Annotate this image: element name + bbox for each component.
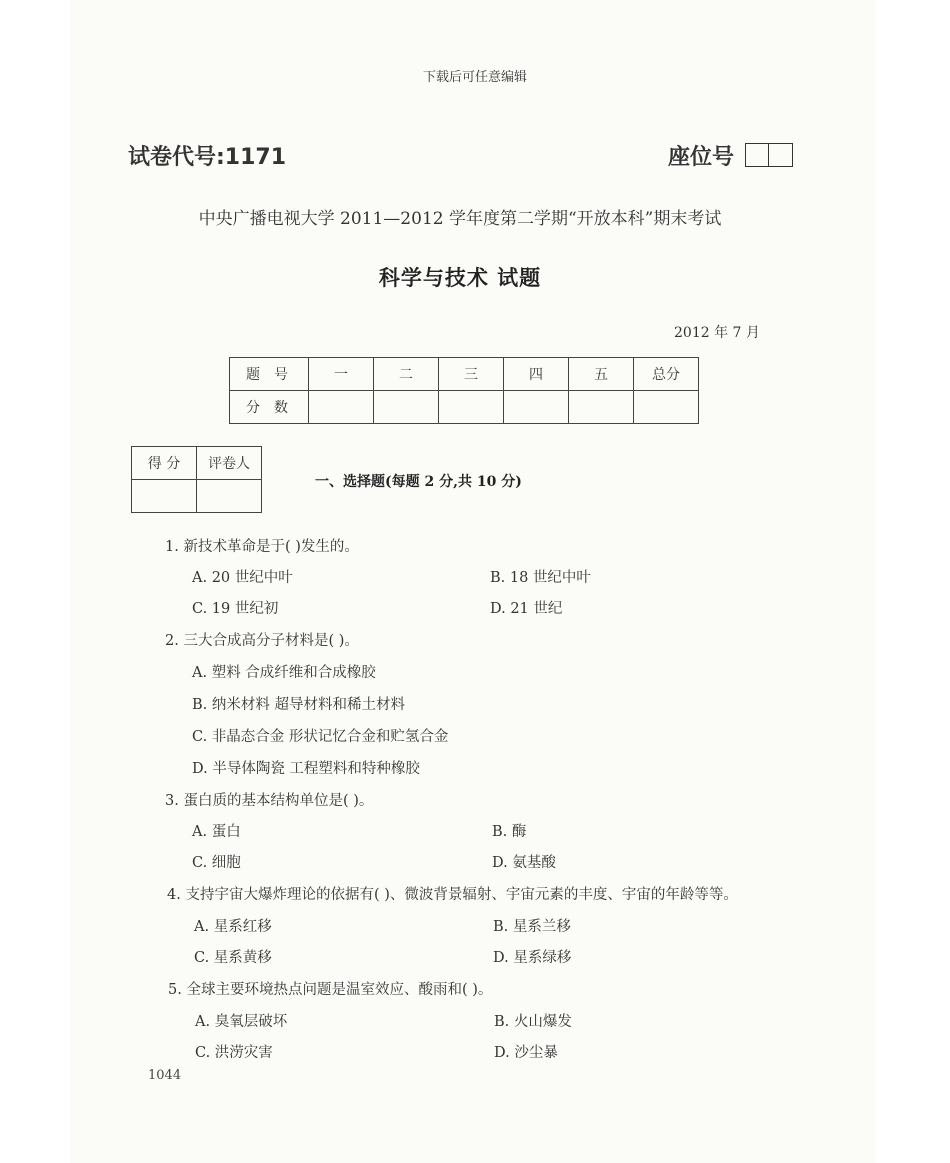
- question-option: B. 火山爆发: [494, 1014, 572, 1030]
- question-stem: 1. 新技术革命是于( )发生的。: [165, 539, 359, 555]
- question-option: C. 星系黄移: [194, 950, 272, 966]
- score-cell: 一: [309, 358, 374, 391]
- question-option: D. 半导体陶瓷 工程塑料和特种橡胶: [192, 761, 420, 777]
- score-cell: 题号: [230, 358, 309, 391]
- question-option: D. 星系绿移: [493, 950, 572, 966]
- question-stem: 5. 全球主要环境热点问题是温室效应、酸雨和( )。: [168, 982, 493, 998]
- question-option: D. 21 世纪: [490, 601, 563, 617]
- score-cell: [309, 391, 374, 424]
- grader-name-label: 评卷人: [197, 447, 262, 480]
- grader-table: [131, 446, 262, 513]
- question-option: A. 臭氧层破坏: [195, 1014, 288, 1030]
- paper-code: 试卷代号:1171: [128, 145, 287, 170]
- score-table: [229, 357, 699, 424]
- seat-number-box: [745, 143, 793, 167]
- score-cell: 二: [374, 358, 439, 391]
- question-option: C. 细胞: [192, 855, 241, 871]
- question-option: C. 洪涝灾害: [195, 1045, 273, 1061]
- score-cell: 分数: [230, 391, 309, 424]
- score-cell: [374, 391, 439, 424]
- grader-score-label: 得 分: [132, 447, 197, 480]
- score-cell: 三: [439, 358, 504, 391]
- exam-title: 中央广播电视大学 2011—2012 学年度第二学期“开放本科”期末考试: [198, 209, 722, 229]
- question-stem: 3. 蛋白质的基本结构单位是( )。: [165, 793, 374, 809]
- question-option: C. 19 世纪初: [192, 601, 279, 617]
- question-option: B. 酶: [492, 824, 527, 840]
- seat-label: 座位号: [668, 145, 735, 170]
- score-cell: 总分: [634, 358, 699, 391]
- score-cell: [504, 391, 569, 424]
- score-cell: 四: [504, 358, 569, 391]
- page-number: 1044: [148, 1068, 182, 1083]
- score-cell: 五: [569, 358, 634, 391]
- question-option: B. 星系兰移: [493, 919, 571, 935]
- question-option: B. 18 世纪中叶: [490, 570, 591, 586]
- score-table-value-row: [230, 391, 699, 424]
- score-cell: [439, 391, 504, 424]
- score-table-header-row: [230, 358, 699, 391]
- grader-name-cell: [197, 480, 262, 513]
- subject-title: 科学与技术 试题: [378, 266, 542, 290]
- question-option: A. 星系红移: [194, 919, 272, 935]
- score-cell: [569, 391, 634, 424]
- question-option: A. 蛋白: [192, 824, 241, 840]
- exam-date: 2012 年 7 月: [674, 325, 760, 341]
- question-option: C. 非晶态合金 形状记忆合金和贮氢合金: [192, 729, 449, 745]
- question-stem: 4. 支持宇宙大爆炸理论的依据有( )、微波背景辐射、宇宙元素的丰度、宇宙的年龄等等。: [167, 887, 738, 903]
- section-title: 一、选择题(每题 2 分,共 10 分): [315, 474, 522, 490]
- question-stem: 2. 三大合成高分子材料是( )。: [165, 633, 359, 649]
- question-option: D. 氨基酸: [492, 855, 556, 871]
- question-option: D. 沙尘暴: [494, 1045, 558, 1061]
- download-note: 下载后可任意编辑: [422, 70, 527, 85]
- question-option: A. 塑料 合成纤维和合成橡胶: [192, 665, 376, 681]
- score-cell: [634, 391, 699, 424]
- question-option: A. 20 世纪中叶: [192, 570, 293, 586]
- question-option: B. 纳米材料 超导材料和稀土材料: [192, 697, 405, 713]
- grader-score-cell: [132, 480, 197, 513]
